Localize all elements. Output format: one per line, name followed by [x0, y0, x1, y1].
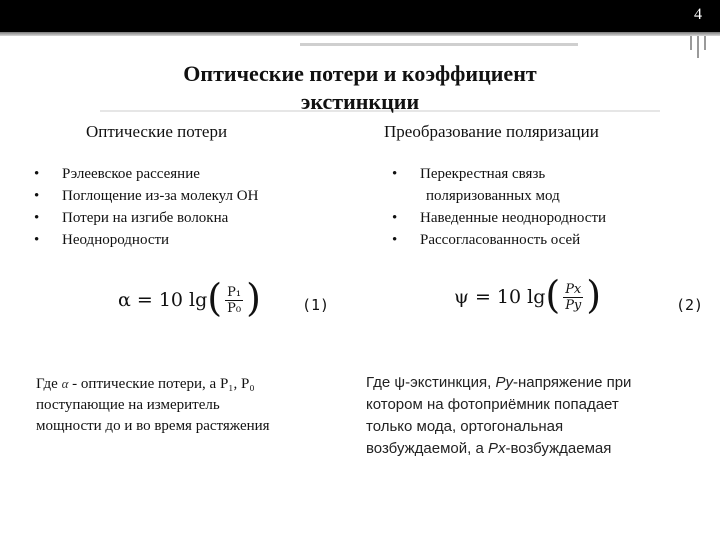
page-number: 4	[694, 6, 702, 23]
list-item-text: Рэлеевское рассеяние	[62, 166, 200, 182]
note-text: -напряжение при	[513, 374, 632, 391]
slide-title	[0, 60, 720, 116]
list-item-text: Рассогласованность осей	[420, 232, 581, 248]
fraction	[563, 282, 583, 313]
list-item-text: Потери на изгибе волокна	[62, 210, 229, 226]
list-item: • Перекрестная связь	[392, 166, 546, 182]
left-note-line3: мощности до и во время растяжения	[36, 418, 270, 434]
formula-alpha	[118, 276, 261, 320]
formula-psi	[454, 273, 602, 317]
alpha-symbol: α	[61, 376, 69, 391]
decorative-tick-1	[690, 36, 692, 50]
left-bullet-list	[30, 163, 258, 251]
equation-number-2: (2)	[676, 296, 704, 314]
slide-header-bar	[0, 0, 720, 32]
slide-title-line1: Оптические потери и коэффициент	[183, 61, 537, 86]
list-item-text: Неоднородности	[62, 232, 170, 248]
right-note-line3: только мода, ортогональная	[366, 418, 564, 435]
note-prefix: Где	[36, 376, 58, 392]
right-column-heading: Преобразование поляризации	[384, 122, 599, 141]
left-note-line1	[36, 373, 270, 395]
list-item: • Неоднородности	[34, 232, 170, 248]
right-bullet-list	[388, 163, 606, 251]
left-note	[36, 373, 270, 437]
right-note	[366, 372, 631, 460]
paren-close: )	[246, 276, 261, 320]
px-symbol: Px	[487, 440, 506, 457]
right-note-line2: котором на фотоприёмник попадает	[366, 396, 619, 413]
note-text: - оптические потери, а P₁, P₀	[72, 376, 255, 392]
list-item: • Рэлеевское рассеяние	[34, 166, 200, 182]
note-text: возбуждаемой, а	[366, 440, 484, 457]
list-item: • Потери на изгибе волокна	[34, 210, 229, 226]
paren-close: )	[586, 273, 602, 317]
fraction-denominator: P₀	[227, 300, 242, 316]
list-item: • Поглощение из-за молекул ОН	[34, 188, 259, 204]
list-item-text: поляризованных мод	[426, 188, 560, 204]
py-symbol: Py	[495, 374, 513, 391]
fraction-denominator: Py	[565, 297, 582, 313]
note-text: -возбуждаемая	[505, 440, 612, 457]
paren-open: (	[207, 276, 223, 320]
list-item: • Наведенные неоднородности	[392, 210, 607, 226]
list-item-text: Перекрестная связь	[420, 166, 546, 182]
left-note-line2: поступающие на измеритель	[36, 397, 220, 413]
decorative-tick-2	[697, 36, 699, 58]
right-note-line4	[366, 438, 631, 460]
fraction	[225, 285, 243, 316]
slide-title-line2: экстинкции	[300, 89, 420, 114]
list-item-continuation	[388, 185, 606, 207]
fraction-numerator: P₁	[227, 284, 242, 300]
list-item: • Рассогласованность осей	[392, 232, 581, 248]
note-text: Где ψ-экстинкция,	[366, 374, 492, 391]
list-item-text: Наведенные неоднородности	[420, 210, 607, 226]
header-shadow	[0, 32, 720, 36]
decorative-tick-3	[704, 36, 706, 50]
left-column-heading: Оптические потери	[86, 122, 228, 141]
formula-lhs: ψ = 10 lg	[454, 286, 546, 308]
decorative-line-top	[300, 43, 578, 46]
equation-number-1: (1)	[302, 296, 330, 314]
formula-lhs: α = 10 lg	[118, 289, 208, 311]
paren-open: (	[545, 273, 561, 317]
right-note-line1	[366, 372, 631, 394]
fraction-numerator: Px	[565, 281, 582, 297]
list-item-text: Поглощение из-за молекул ОН	[62, 188, 259, 204]
